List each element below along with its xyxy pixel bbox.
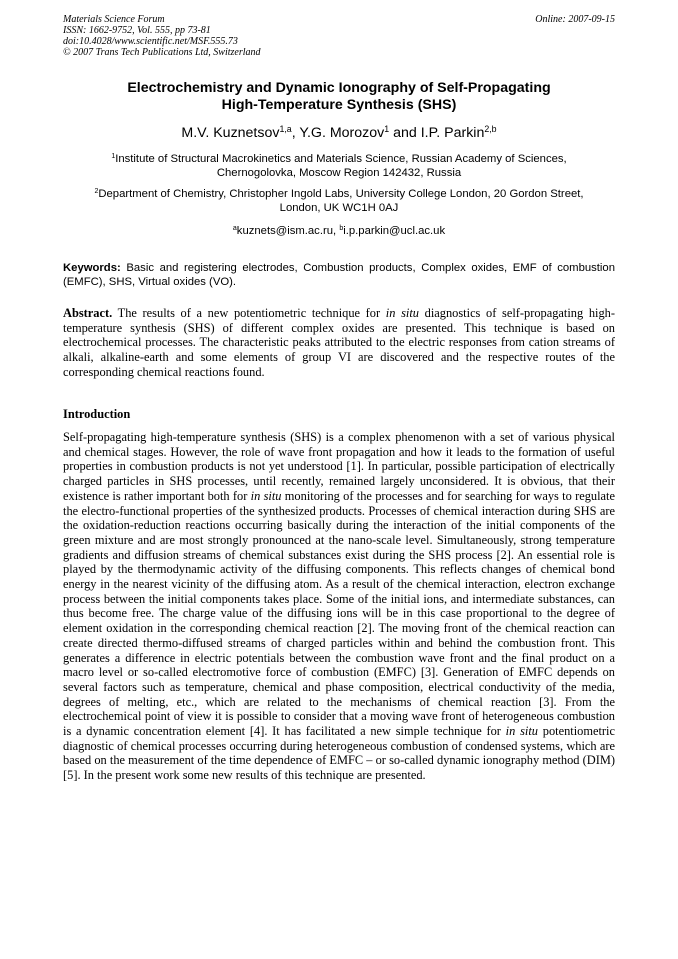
keywords-label: Keywords: — [63, 262, 121, 274]
affiliation-line: London, UK WC1H 0AJ — [279, 202, 399, 214]
doi-line: doi:10.4028/www.scientific.net/MSF.555.73 — [63, 36, 238, 47]
author-superscript: 1 — [384, 124, 390, 135]
abstract-section — [63, 306, 615, 380]
affiliation-line: Chernogolovka, Moscow Region 142432, Russia — [216, 167, 462, 179]
affiliation-2 — [63, 187, 615, 215]
introduction-paragraph — [63, 430, 615, 783]
copyright-line: © 2007 Trans Tech Publications Ltd, Switzerland — [63, 47, 261, 58]
title-line-2: High-Temperature Synthesis (SHS) — [221, 97, 457, 113]
email-address: kuznets@ism.ac.ru — [236, 225, 334, 237]
body-italic: in situ — [505, 724, 538, 739]
affiliation-marker: 1 — [111, 153, 116, 161]
author-separator: , — [291, 125, 300, 141]
keywords-section — [63, 261, 615, 289]
author-superscript: 2,b — [484, 124, 497, 135]
journal-name: Materials Science Forum — [63, 14, 165, 25]
body-text: potentiometric diagnostic of chemical processes occurring during heterogeneous combustion of condensed systems, which are based on the measurement of the time dependence of EMFC – or so-called dynamic ionography method (DIM) [5]. In the present work some new results of this technique are presented. — [63, 724, 616, 783]
email-separator: , — [333, 225, 340, 237]
author-list — [63, 125, 615, 142]
author-name: I.P. Parkin — [420, 125, 485, 141]
author-separator: and — [389, 125, 421, 141]
abstract-text: The results of a new potentiometric technique for — [112, 306, 386, 320]
header-citation — [63, 14, 615, 58]
email-marker: a — [232, 225, 237, 233]
abstract-label: Abstract. — [63, 306, 113, 320]
affiliation-line: Institute of Structural Macrokinetics and Materials Science, Russian Academy of Sciences, — [115, 153, 567, 165]
email-address: i.p.parkin@ucl.ac.uk — [343, 225, 446, 237]
author-name: M.V. Kuznetsov — [181, 125, 280, 141]
body-italic: in situ — [250, 488, 282, 503]
publication-header — [63, 14, 615, 58]
issn-line: ISSN: 1662-9752, Vol. 555, pp 73-81 — [63, 25, 211, 36]
abstract-italic: in situ — [385, 306, 419, 320]
email-line — [63, 224, 615, 238]
affiliation-1 — [63, 152, 615, 180]
body-text: monitoring of the processes and for searching for ways to regulate the electro-functional properties of the synthesized products. Processes of chemical interaction during SHS are the oxidation-reduction reactions occurring basically during the interaction of the initial components of the green mixture and are most strongly pronounced at the nano-scale level. Simultaneously, strong temperature gradients and diffusion streams of chemical substances exist during the SHS process [2]. An essential role is played by the thermodynamic activity of the diffusing components. This reflects changes of chemical bond energy in the nearest vicinity of the diffusing atom. As a result of the chemical interaction, electron exchange process between the initial components takes place. Some of the initial ions, and intermediate substances, can thus become free. The charge value of the diffusing ions will be in this case proportional to the degree of element oxidation in the corresponding chemical reaction [2]. The moving front of the chemical reaction can create directed thermo-diffused streams of charged particles within and behind the combustion front. This generates a difference in electric potentials between the combustion wave front and the final product on a macro level or so-called electromotive force of combustion (EMFC) [3]. Generation of EMFC depends on several factors such as temperature, chemical and phase composition, electrical conductivity of the media, degrees of melting, etc., which are related to the mechanisms of chemical reaction [3]. From the electrochemical point of view it is possible to consider that a moving wave front of heterogeneous combustion is a dynamic concentration element [4]. It has facilitated a new simple technique for — [63, 488, 615, 739]
title-line-1: Electrochemistry and Dynamic Ionography of Self-Propagating — [127, 80, 551, 96]
online-date: Online: 2007-09-15 — [535, 14, 615, 25]
author-name: Y.G. Morozov — [299, 125, 385, 141]
body-text: Self-propagating high-temperature synthesis (SHS) is a complex phenomenon with a set of various physical and chemical stages. However, the role of wave front propagation and how it leads to the formation of useful properties in combustion products is not yet understood [1]. In particular, possible participation of electrically charged particles in SHS processes, until recently, remained largely unconsidered. It is obvious, that their existence is rather important both for — [63, 430, 615, 503]
affiliation-marker: 2 — [94, 188, 99, 196]
author-superscript: 1,a — [279, 124, 292, 135]
abstract-text: diagnostics of self-propagating high-temperature synthesis (SHS) of different complex oxides are presented. This technique is based on electrochemical processes. The characteristic peaks attributed to the electric responses from cation streams of alkali, alkaline-earth and some elements of group VI are discovered and the respective routes of the corresponding chemical reactions found. — [63, 306, 616, 379]
section-heading: Introduction — [63, 407, 131, 421]
keywords-text: Basic and registering electrodes, Combustion products, Complex oxides, EMF of combustion (EMFC), SHS, Virtual oxides (VO). — [63, 262, 615, 288]
affiliation-line: Department of Chemistry, Christopher Ingold Labs, University College London, 20 Gordon Street, — [98, 188, 584, 200]
email-marker: b — [339, 225, 344, 233]
paper-title — [63, 80, 615, 114]
